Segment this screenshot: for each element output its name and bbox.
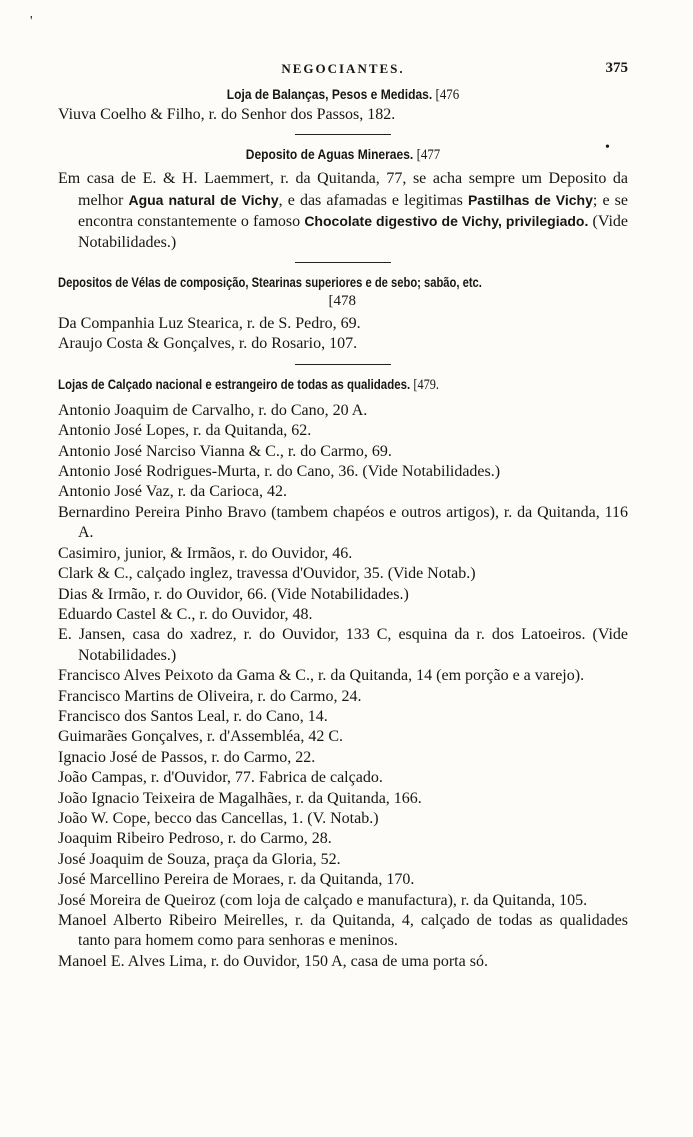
list-item: Viuva Coelho & Filho, r. do Senhor dos Passos, 182. <box>58 106 396 123</box>
bold-run: Chocolate digestivo de Vichy, privilegiado. <box>304 213 589 230</box>
heading-text: Lojas de Calçado nacional e estrangeiro de todas as qualidades. <box>58 375 411 392</box>
heading-text: Loja de Balanças, Pesos e Medidas. <box>226 86 433 102</box>
text-run: Em casa de E. & H. Laemmert, r. da Quitanda, 77, se acha sempre um Deposito da melhor <box>58 170 628 209</box>
list-item: Antonio José Lopes, r. da Quitanda, 62. <box>58 422 312 440</box>
list-item: Joaquim Ribeiro Pedroso, r. do Carmo, 28. <box>58 830 332 848</box>
section-heading <box>58 374 525 395</box>
section-number: [477 <box>416 147 441 164</box>
text-run: ; e se encontra constantemente o famoso <box>78 191 629 231</box>
list-item: Bernardino Pereira Pinho Bravo (tambem chapéos e outros artigos), r. da Quitanda, 116 A. <box>58 503 628 542</box>
page-body <box>58 58 628 972</box>
list-item: Antonio José Vaz, r. da Carioca, 42. <box>58 483 287 501</box>
list-item: E. Jansen, casa do xadrez, r. do Ouvidor, 133 C, esquina da r. dos Latoeiros. (Vide Notabilidades.) <box>58 626 628 664</box>
list-item: José Moreira de Queiroz (com loja de calçado e manufactura), r. da Quitanda, 105. <box>58 891 588 909</box>
heading-text: Deposito de Aguas Mineraes. <box>245 146 414 163</box>
ink-dot: • <box>605 140 610 155</box>
bold-run: Agua natural de Vichy <box>128 191 279 208</box>
text-run: (Vide Notabilidades.) <box>78 213 628 251</box>
list-item: José Marcellino Pereira de Moraes, r. da Quitanda, 170. <box>58 871 415 889</box>
entry-list <box>58 401 628 972</box>
section-number: [476 <box>435 87 460 103</box>
list-item: Araujo Costa & Gonçalves, r. do Rosario, 107. <box>58 335 358 353</box>
list-item: Ignacio José de Passos, r. do Carmo, 22. <box>58 748 316 766</box>
section-heading <box>58 272 514 292</box>
list-item: Casimiro, junior, & Irmãos, r. do Ouvidor, 46. <box>58 544 353 562</box>
text-run: , e das afamadas e legitimas <box>278 191 468 209</box>
section-number-line <box>58 292 356 310</box>
divider-rule <box>295 262 391 263</box>
paragraph <box>58 169 628 253</box>
list-item: Manoel Alberto Ribeiro Meirelles, r. da Quitanda, 4, calçado de todas as qualidades tanto para homem como para senhoras e meninos. <box>58 912 628 950</box>
margin-mark: ' <box>30 14 33 29</box>
section-balancas <box>58 84 628 125</box>
section-number: [479. <box>413 376 439 393</box>
section-aguas <box>58 144 628 253</box>
section-heading <box>98 144 588 165</box>
section-number: [478 <box>328 293 356 310</box>
section-velas <box>58 272 628 355</box>
list-item: Da Companhia Luz Stearica, r. de S. Pedro, 69. <box>58 315 361 333</box>
list-item: Eduardo Castel & C., r. do Ouvidor, 48. <box>58 605 313 623</box>
running-head <box>58 58 628 78</box>
list-item: João Campas, r. d'Ouvidor, 77. Fabrica de calçado. <box>58 769 383 787</box>
section-calcado <box>58 374 628 972</box>
list-item: Manoel E. Alves Lima, r. do Ouvidor, 150 A, casa de uma porta só. <box>58 952 488 970</box>
list-item: Antonio Joaquim de Carvalho, r. do Cano, 20 A. <box>58 401 368 419</box>
list-item: Francisco dos Santos Leal, r. do Cano, 14. <box>58 707 328 725</box>
heading-text: Depositos de Vélas de composição, Stearinas superiores e de sebo; sabão, etc. <box>58 274 482 291</box>
running-title: NEGOCIANTES. <box>281 61 405 76</box>
page-number: 375 <box>605 60 628 76</box>
section-heading <box>98 84 588 105</box>
list-item: Antonio José Narciso Vianna & C., r. do Carmo, 69. <box>58 442 392 460</box>
list-item: João Ignacio Teixeira de Magalhães, r. da Quitanda, 166. <box>58 789 422 807</box>
list-item: Dias & Irmão, r. do Ouvidor, 66. (Vide Notabilidades.) <box>58 585 409 603</box>
list-item: João W. Cope, becco das Cancellas, 1. (V. Notab.) <box>58 809 379 827</box>
list-item: Clark & C., calçado inglez, travessa d'Ouvidor, 35. (Vide Notab.) <box>58 565 476 583</box>
list-item: Antonio José Rodrigues-Murta, r. do Cano, 36. (Vide Notabilidades.) <box>58 463 501 481</box>
divider-rule <box>295 364 391 365</box>
list-item: Guimarães Gonçalves, r. d'Assembléa, 42 C. <box>58 728 344 746</box>
divider-rule <box>295 134 391 135</box>
bold-run: Pastilhas de Vichy <box>467 191 593 208</box>
list-item: José Joaquim de Souza, praça da Gloria, 52. <box>58 850 341 868</box>
list-item: Francisco Martins de Oliveira, r. do Carmo, 24. <box>58 687 362 705</box>
list-item: Francisco Alves Peixoto da Gama & C., r. da Quitanda, 14 (em porção e a varejo). <box>58 667 585 685</box>
